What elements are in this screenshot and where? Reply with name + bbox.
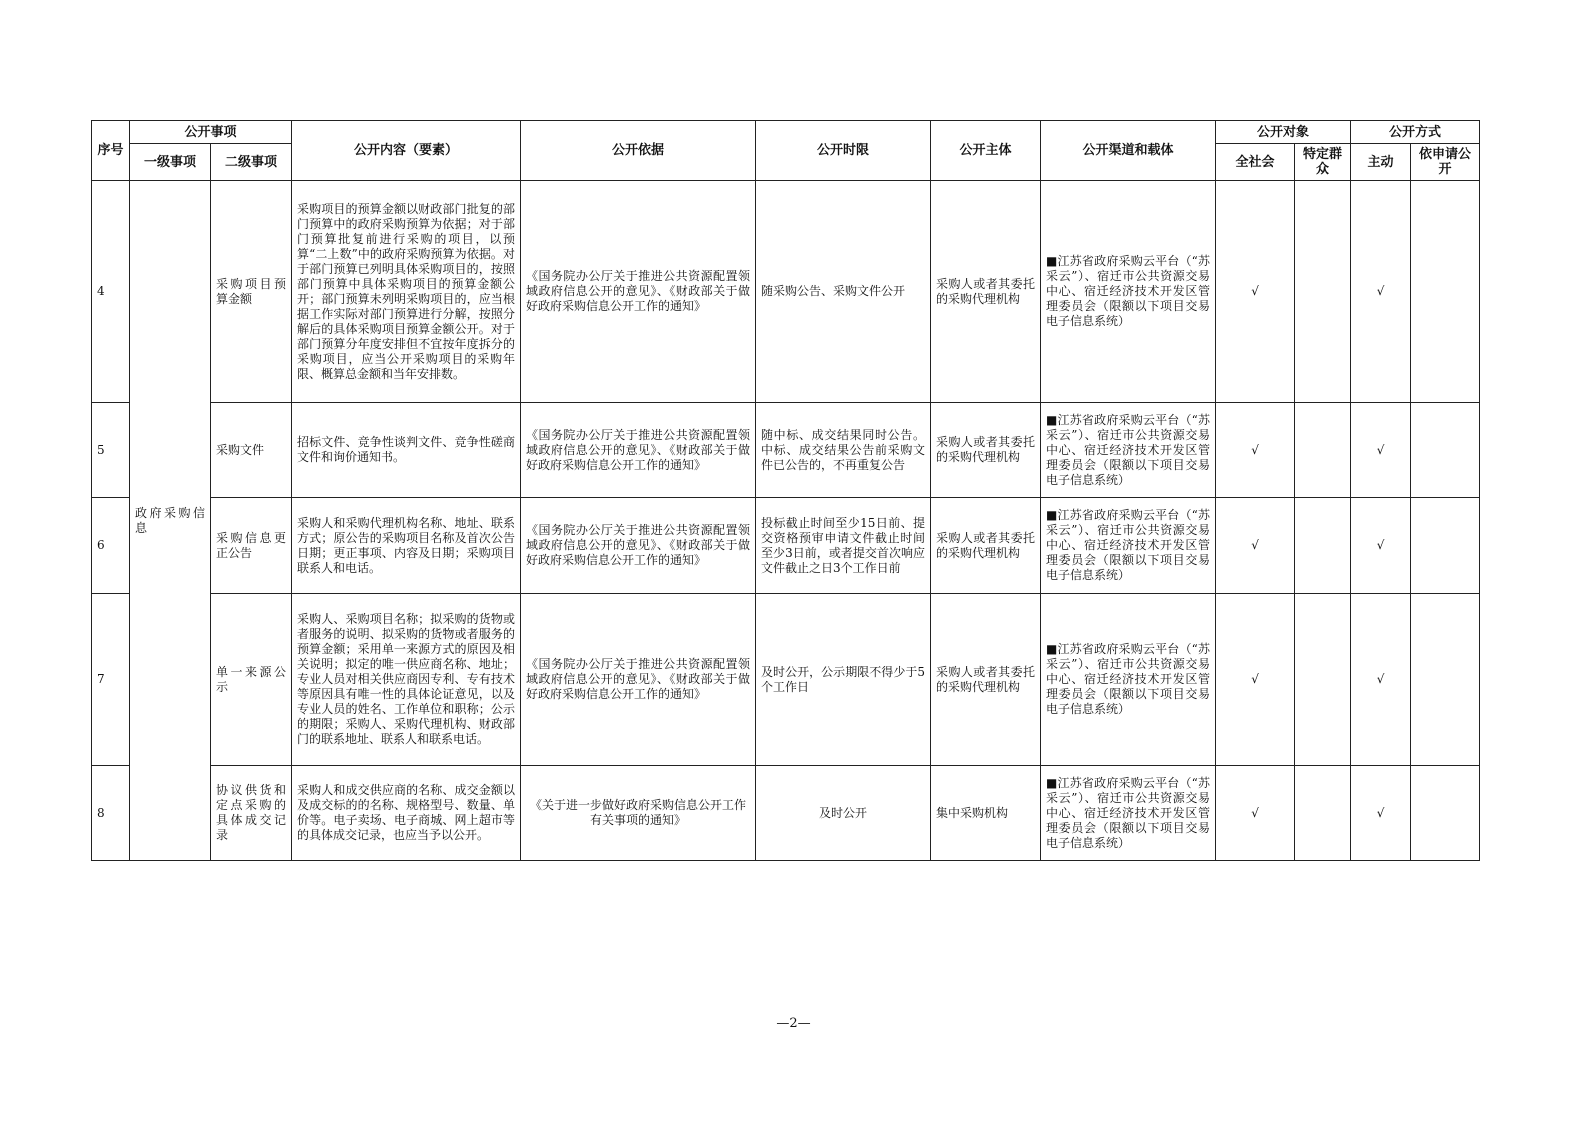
row-number: 8 (92, 766, 130, 861)
content-cell: 采购人和采购代理机构名称、地址、联系方式；原公告的采购项目名称及首次公告日期；更正事项、内容及日期；采购项目联系人和电话。 (292, 498, 521, 594)
method-active-check: √ (1351, 403, 1411, 498)
method-request-check (1411, 594, 1480, 766)
header-channel: 公开渠道和载体 (1041, 121, 1216, 181)
subject-cell: 采购人或者其委托的采购代理机构 (931, 181, 1041, 403)
channel-cell: ■江苏省政府采购云平台（“苏采云”）、宿迁市公共资源交易中心、宿迁经济技术开发区管理委员会（限额以下项目交易电子信息系统） (1041, 498, 1216, 594)
time-limit-cell: 及时公开，公示期限不得少于5个工作日 (756, 594, 931, 766)
level2-item: 协议供货和定点采购的具体成交记录 (211, 766, 292, 861)
subject-cell: 采购人或者其委托的采购代理机构 (931, 594, 1041, 766)
table-row (92, 594, 1480, 766)
header-subject: 公开主体 (931, 121, 1041, 181)
header-content: 公开内容（要素） (292, 121, 521, 181)
row-number: 7 (92, 594, 130, 766)
table-row (92, 498, 1480, 594)
table-row (92, 181, 1480, 403)
subject-cell: 采购人或者其委托的采购代理机构 (931, 498, 1041, 594)
audience-all-check: √ (1216, 181, 1295, 403)
header-method-group: 公开方式 (1351, 121, 1480, 144)
header-time-limit: 公开时限 (756, 121, 931, 181)
channel-cell: ■江苏省政府采购云平台（“苏采云”）、宿迁市公共资源交易中心、宿迁经济技术开发区管理委员会（限额以下项目交易电子信息系统） (1041, 594, 1216, 766)
row-number: 4 (92, 181, 130, 403)
header-audience-all: 全社会 (1216, 144, 1295, 181)
audience-all-check: √ (1216, 766, 1295, 861)
header-method-active: 主动 (1351, 144, 1411, 181)
header-level2: 二级事项 (211, 144, 292, 181)
channel-cell: ■江苏省政府采购云平台（“苏采云”）、宿迁市公共资源交易中心、宿迁经济技术开发区管理委员会（限额以下项目交易电子信息系统） (1041, 766, 1216, 861)
basis-cell: 《国务院办公厅关于推进公共资源配置领域政府信息公开的意见》、《财政部关于做好政府采购信息公开工作的通知》 (521, 403, 756, 498)
audience-specific-check (1295, 594, 1351, 766)
level2-item: 单一来源公示 (211, 594, 292, 766)
level2-item: 采购项目预算金额 (211, 181, 292, 403)
method-active-check: √ (1351, 594, 1411, 766)
time-limit-cell: 投标截止时间至少15日前、提交资格预审申请文件截止时间至少3日前，或者提交首次响应文件截止之日3个工作日前 (756, 498, 931, 594)
content-cell: 采购项目的预算金额以财政部门批复的部门预算中的政府采购预算为依据；对于部门预算批复前进行采购的项目，以预算“二上数”中的政府采购预算为依据。对于部门预算已列明具体采购项目的，按照部门预算中具体采购项目的预算金额公开；部门预算未列明采购项目的，应当根据工作实际对部门预算进行分解，按照分解后的具体采购项目预算金额公开。对于部门预算分年度安排但不宜按年度拆分的采购项目，应当公开采购项目的采购年限、概算总金额和当年安排数。 (292, 181, 521, 403)
basis-cell: 《国务院办公厅关于推进公共资源配置领域政府信息公开的意见》、《财政部关于做好政府采购信息公开工作的通知》 (521, 498, 756, 594)
level2-item: 采购文件 (211, 403, 292, 498)
audience-specific-check (1295, 498, 1351, 594)
audience-specific-check (1295, 403, 1351, 498)
subject-cell: 集中采购机构 (931, 766, 1041, 861)
level1-item: 政府采购信息 (130, 181, 211, 861)
method-request-check (1411, 403, 1480, 498)
header-level1: 一级事项 (130, 144, 211, 181)
time-limit-cell: 随采购公告、采购文件公开 (756, 181, 931, 403)
method-active-check: √ (1351, 498, 1411, 594)
header-basis: 公开依据 (521, 121, 756, 181)
table-row (92, 766, 1480, 861)
header-seq: 序号 (92, 121, 130, 181)
page-number: —2— (776, 1016, 811, 1031)
method-request-check (1411, 181, 1480, 403)
content-cell: 采购人和成交供应商的名称、成交金额以及成交标的的名称、规格型号、数量、单价等。电子卖场、电子商城、网上超市等的具体成交记录，也应当予以公开。 (292, 766, 521, 861)
method-request-check (1411, 498, 1480, 594)
row-number: 5 (92, 403, 130, 498)
header-audience-group: 公开对象 (1216, 121, 1351, 144)
time-limit-cell: 随中标、成交结果同时公告。中标、成交结果公告前采购文件已公告的，不再重复公告 (756, 403, 931, 498)
level2-item: 采购信息更正公告 (211, 498, 292, 594)
basis-cell: 《国务院办公厅关于推进公共资源配置领域政府信息公开的意见》、《财政部关于做好政府采购信息公开工作的通知》 (521, 181, 756, 403)
disclosure-table (91, 120, 1480, 861)
time-limit-cell: 及时公开 (756, 766, 931, 861)
channel-cell: ■江苏省政府采购云平台（“苏采云”）、宿迁市公共资源交易中心、宿迁经济技术开发区管理委员会（限额以下项目交易电子信息系统） (1041, 403, 1216, 498)
header-method-request: 依申请公开 (1411, 144, 1480, 181)
table-row (92, 403, 1480, 498)
content-cell: 采购人、采购项目名称；拟采购的货物或者服务的说明、拟采购的货物或者服务的预算金额；采用单一来源方式的原因及相关说明；拟定的唯一供应商名称、地址；专业人员对相关供应商因专利、专有技术等原因具有唯一性的具体论证意见，以及专业人员的姓名、工作单位和职称；公示的期限；采购人、采购代理机构、财政部门的联系地址、联系人和联系电话。 (292, 594, 521, 766)
method-request-check (1411, 766, 1480, 861)
audience-specific-check (1295, 766, 1351, 861)
basis-cell: 《国务院办公厅关于推进公共资源配置领域政府信息公开的意见》、《财政部关于做好政府采购信息公开工作的通知》 (521, 594, 756, 766)
subject-cell: 采购人或者其委托的采购代理机构 (931, 403, 1041, 498)
row-number: 6 (92, 498, 130, 594)
header-audience-specific: 特定群众 (1295, 144, 1351, 181)
audience-specific-check (1295, 181, 1351, 403)
content-cell: 招标文件、竞争性谈判文件、竞争性磋商文件和询价通知书。 (292, 403, 521, 498)
audience-all-check: √ (1216, 403, 1295, 498)
method-active-check: √ (1351, 766, 1411, 861)
method-active-check: √ (1351, 181, 1411, 403)
audience-all-check: √ (1216, 594, 1295, 766)
header-items-group: 公开事项 (130, 121, 292, 144)
channel-cell: ■江苏省政府采购云平台（“苏采云”）、宿迁市公共资源交易中心、宿迁经济技术开发区管理委员会（限额以下项目交易电子信息系统） (1041, 181, 1216, 403)
audience-all-check: √ (1216, 498, 1295, 594)
basis-cell: 《关于进一步做好政府采购信息公开工作有关事项的通知》 (521, 766, 756, 861)
